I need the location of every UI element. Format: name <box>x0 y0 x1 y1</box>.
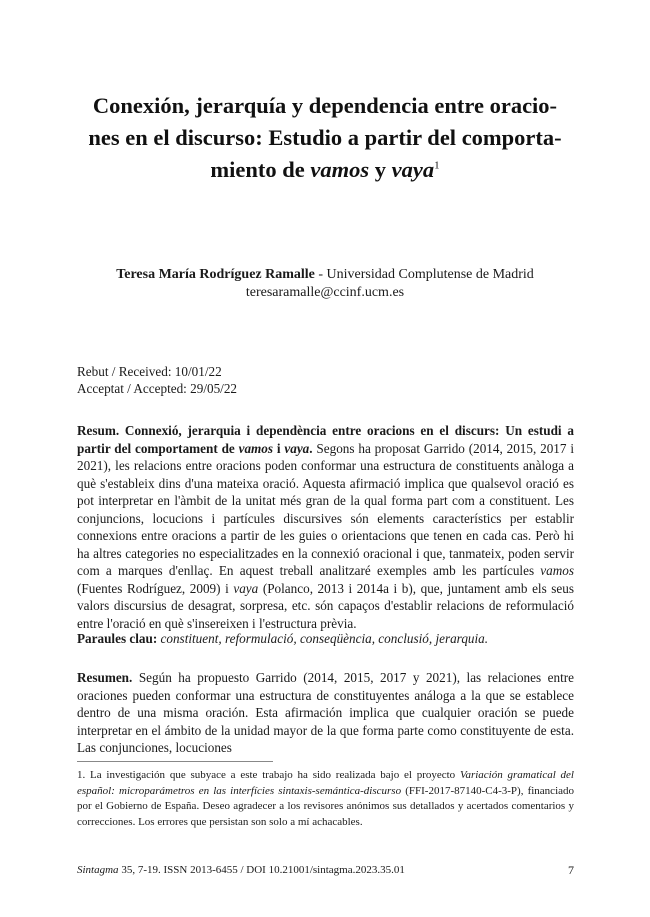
keywords-list: constituent, reformulació, conseqüència, conclusió, jerarquia. <box>157 631 489 646</box>
title-line-3: miento de <box>210 157 311 182</box>
author-block <box>60 266 590 302</box>
keywords-block <box>77 630 574 648</box>
footnote-project: Variación gramatical del español: microparámetros en las interfícies sintaxis-semántica-discurso <box>77 769 574 797</box>
resumen-label: Resumen. <box>77 670 133 685</box>
resum-heading-i: i <box>273 440 285 456</box>
resum-text-a: Segons ha proposat Garrido (2014, 2015, 2017 i 2021), les relacions entre oracions poden conformar una estructura de constituents anàloga a què s'estableix dins d'una mateixa oració. Aquesta afirmació implica que qualsevol oració es pot interpretar en l'àmbit de la unitat més gran de la qual forma part com a constituent. Les conjuncions, locucions i partícules discursives són elements característics per establir connexions entre oracions a partir de les guies o orientacions que tenen en cada cas. Però hi ha altres categories no especialitzades en la connexió oracional i que, tanmateix, poden servir com a marques d'enllaç. En aquest treball analitzaré exemples amb les partícules <box>77 440 574 579</box>
resum-heading-text: Resum. Connexió, jerarquia i dependència entre oracions en el discurs: Un estudi a partir del comportament de <box>77 423 574 456</box>
title-vaya: vaya <box>391 157 435 182</box>
resum-heading-end: . <box>309 440 313 456</box>
author-line <box>60 266 590 284</box>
article-title <box>60 90 590 186</box>
resum-text-vamos: vamos <box>540 563 574 579</box>
author-affiliation: - Universidad Complutense de Madrid <box>314 267 534 282</box>
received-date: Rebut / Received: 10/01/22 <box>77 364 222 379</box>
resum-text-vaya: vaya <box>233 580 259 596</box>
resumen-abstract <box>77 669 574 757</box>
resum-text-c: (Polanco, 2013 i 2014a i b), que, juntament amb els seus valors discursius de desagrat, sorpresa, etc. són capaços d'establir relacions de reformulació entre l'oració en què s'insereixen i l'estructura prèvia. <box>77 580 574 632</box>
keywords-label: Paraules clau: <box>77 631 158 646</box>
dates-block <box>77 363 237 397</box>
resum-heading-vamos: vamos <box>238 440 274 456</box>
page-number: 7 <box>568 863 574 877</box>
accepted-date: Acceptat / Accepted: 29/05/22 <box>77 381 238 396</box>
footnote-divider <box>77 761 273 762</box>
author-email[interactable]: teresaramalle@ccinf.ucm.es <box>245 285 405 300</box>
resum-abstract <box>77 422 574 633</box>
journal-name: Sintagma <box>77 864 119 876</box>
citation-details: 35, 7-19. ISSN 2013-6455 / DOI 10.21001/sintagma.2023.35.01 <box>118 864 405 876</box>
resum-text-b: (Fuentes Rodríguez, 2009) i <box>77 580 234 596</box>
title-conjunction: y <box>369 157 392 182</box>
footnote <box>77 768 574 830</box>
resumen-text: Según ha propuesto Garrido (2014, 2015, 2017 y 2021), las relaciones entre oraciones pueden conformar una estructura de constituyentes análoga a la que se establece dentro de una misma oración. Esta afirmación implica que cualquier oración se puede interpretar en el ámbito de la unidad mayor de la que forma parte como constituyente de esta. Las conjunciones, locuciones <box>77 670 574 756</box>
footnote-marker[interactable]: 1 <box>434 159 440 172</box>
footnote-text-b: (FFI-2017-87140-C4-3-P), financiado por el Gobierno de España. Deseo agradecer a los revisores anónimos sus detallados y acertados comentarios y correcciones. Los errores que persistan son solo a mí achacables. <box>77 784 575 828</box>
footer-citation <box>77 863 405 877</box>
resum-heading-vaya: vaya <box>284 440 310 456</box>
title-line-1: Conexión, jerarquía y dependencia entre oracio- <box>92 93 558 118</box>
title-line-2: nes en el discurso: Estudio a partir del comporta- <box>88 125 562 150</box>
title-vamos: vamos <box>310 157 370 182</box>
author-name: Teresa María Rodríguez Ramalle <box>116 267 315 282</box>
footnote-number: 1. <box>77 769 86 781</box>
footnote-text-a: La investigación que subyace a este trabajo ha sido realizada bajo el proyecto <box>85 769 460 781</box>
